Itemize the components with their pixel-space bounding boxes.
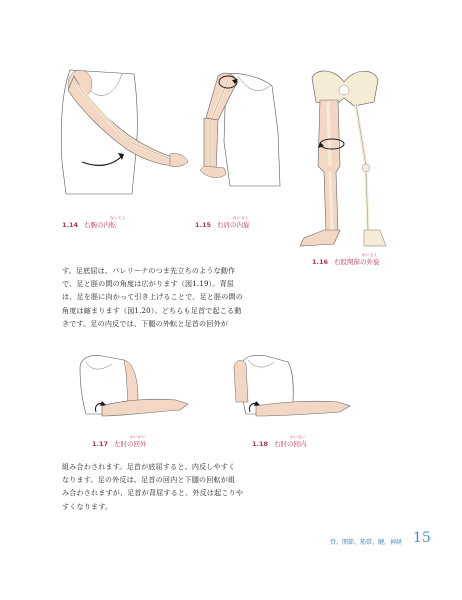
figure-ruby: がいせん [362,253,378,257]
figure-number: 1.16 [312,258,329,266]
figure-title: 右肩の内旋 [217,221,250,229]
figure-1-15-caption [195,216,250,229]
figure-ruby: ないてん [110,216,126,220]
figure-1-16-caption [312,253,380,266]
figure-1-18-illustration [228,350,358,430]
figure-1-15-illustration [190,62,290,192]
text-line: すくなります。 [62,501,113,511]
section-label: 骨、関節、筋帯、腱、神経 [330,539,403,546]
body-paragraph-1 [62,264,243,330]
text-line: なります。足の外反は、足首の回内と下腿の回転が組 [62,475,236,485]
figure-number: 1.15 [195,221,212,229]
figure-1-16-illustration [294,62,394,252]
figure-1-18-caption [252,435,307,448]
figure-title: 左肘の回外 [114,440,147,448]
figure-number: 1.18 [252,440,269,448]
text-line: きです。足の内反では、下腿の外転と足首の回外が [62,318,229,328]
figure-ruby: かいない [290,435,306,439]
body-paragraph-2 [62,460,243,513]
figure-title: 右腕の内転 [84,221,117,229]
figure-number: 1.14 [62,221,79,229]
text-line: は、足を脛に向かって引き上げることで、足と脛の間の [62,292,243,302]
figure-ruby: かいがい [130,435,146,439]
figure-title: 右肘の回内 [274,440,307,448]
figure-1-14-illustration [52,62,192,202]
text-line: み合わされますが、足首が背屈すると、外反は起こりや [62,488,244,498]
figure-1-17-illustration [72,350,192,430]
text-line: 組み合わされます。足首が底屈すると、内反しやすく [62,462,236,471]
figure-title: 右股関節の外旋 [334,258,380,266]
figure-1-14-caption [62,216,126,229]
text-line: 角度は縮まります（図1.20）。どちらも足首で起こる動 [62,305,242,315]
text-line: す。足底屈は、バレリーナのつま先立ちのような動作 [62,266,236,275]
text-line: で、足と脛の間の角度は広がります（図1.19）。背屈 [62,279,235,289]
figure-number: 1.17 [92,440,109,448]
figure-ruby: ないせん [233,216,249,220]
page-number: 15 [413,530,431,546]
figure-1-17-caption [92,435,147,448]
